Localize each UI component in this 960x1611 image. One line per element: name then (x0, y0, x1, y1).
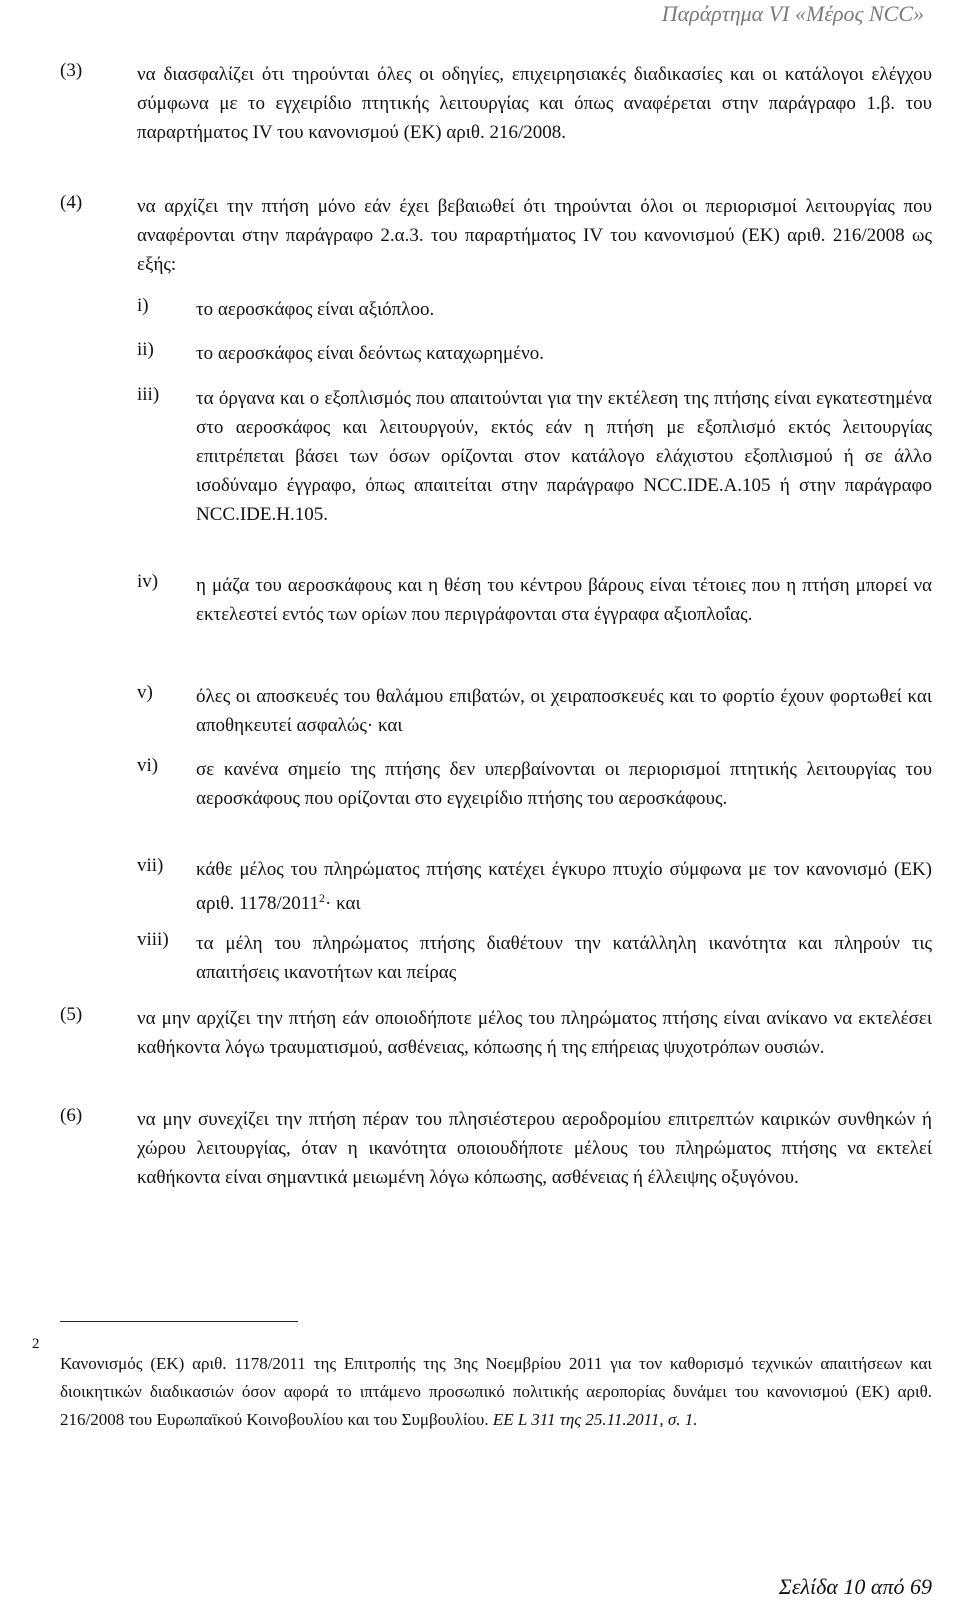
item-number: (3) (60, 60, 83, 81)
sub-item-number: ii) (137, 339, 154, 360)
sub-item-number: vi) (137, 755, 159, 776)
sub-item-i (137, 295, 932, 324)
list-item-5 (60, 1004, 932, 1062)
sub-item-text: όλες οι αποσκευές του θαλάμου επιβατών, οι χειραποσκευές και το φορτίο έχουν φορτωθεί και αποθηκευτεί ασφαλώς· και (196, 686, 932, 736)
sub-item-number: iv) (137, 571, 159, 592)
sub-item-text: σε κανένα σημείο της πτήσης δεν υπερβαίνονται οι περιορισμοί πτητικής λειτουργίας του αεροσκάφους που ορίζονται στο εγχειρίδιο πτήσης του αεροσκάφους. (196, 759, 932, 809)
list-item-3 (60, 60, 932, 147)
list-item-4 (60, 192, 932, 279)
sub-item-viii (137, 929, 932, 987)
sub-item-number: i) (137, 295, 149, 316)
footnote-citation: ΕΕ L 311 της 25.11.2011, σ. 1. (492, 1410, 698, 1429)
sub-item-number: viii) (137, 929, 169, 950)
footnote-text: Κανονισμός (ΕΚ) αριθ. 1178/2011 της Επιτροπής της 3ης Νοεμβρίου 2011 για τον καθορισμό τεχνικών απαιτήσεων και διοικητικών διαδικασιών όσον αφορά το ιπτάμενο προσωπικό πολιτικής αεροπορίας δυνάμει του κανονισμού (ΕΚ) αριθ. 216/2008 του Ευρωπαϊκού Κοινοβουλίου και του Συμβουλίου. (60, 1354, 932, 1429)
item-number: (6) (60, 1105, 83, 1126)
page-number: Σελίδα 10 από 69 (778, 1574, 932, 1599)
sub-item-iv (137, 571, 932, 629)
header-title: Παράρτημα VI «Μέρος NCC» (661, 1, 924, 26)
sub-item-text: τα όργανα και ο εξοπλισμός που απαιτούνται για την εκτέλεση της πτήσης είναι εγκατεστημένα στο αεροσκάφος και λειτουργούν, εκτός εάν η πτήση με εξοπλισμό εκτός λειτουργίας επιτρέπεται βάσει των όσων ορίζονται στον κατάλογο ελάχιστου εξοπλισμού ή σε άλλο ισοδύναμο έγγραφο, όπως απαιτείται στην παράγραφο NCC.IDE.A.105 ή στην παράγραφο NCC.IDE.H.105. (196, 388, 932, 525)
sub-item-iii (137, 384, 932, 529)
footnote-reference: 2 (319, 891, 326, 905)
sub-item-number: iii) (137, 384, 160, 405)
sub-item-text: τα μέλη του πληρώματος πτήσης διαθέτουν την κατάλληλη ικανότητα και πληρούν τις απαιτήσεις ικανοτήτων και πείρας (196, 933, 932, 983)
footnote-marker: 2 (32, 1336, 40, 1352)
sub-item-text: το αεροσκάφος είναι δεόντως καταχωρημένο. (196, 343, 544, 364)
item-text: να αρχίζει την πτήση μόνο εάν έχει βεβαιωθεί ότι τηρούνται όλοι οι περιορισμοί λειτουργίας που αναφέρονται στην παράγραφο 2.α.3. του παραρτήματος IV του κανονισμού (ΕΚ) αριθ. 216/2008 ως εξής: (137, 196, 932, 275)
item-text: να διασφαλίζει ότι τηρούνται όλες οι οδηγίες, επιχειρησιακές διαδικασίες και οι κατάλογοι ελέγχου σύμφωνα με το εγχειρίδιο πτητικής λειτουργίας και όπως αναφέρεται στην παράγραφο 1.β. του παραρτήματος IV του κανονισμού (ΕΚ) αριθ. 216/2008. (137, 64, 932, 143)
sub-item-vi (137, 755, 932, 813)
list-item-6 (60, 1105, 932, 1192)
item-number: (4) (60, 192, 83, 213)
item-text: να μην συνεχίζει την πτήση πέραν του πλησιέστερου αεροδρομίου επιτρεπτών καιρικών συνθηκών ή χώρου λειτουργίας, όταν η ικανότητα οποιουδήποτε μέλους του πληρώματος πτήσης να εκτελεί καθήκοντα είναι σημαντικά μειωμένη λόγω κόπωσης, ασθένειας ή έλλειψης οξυγόνου. (137, 1109, 932, 1188)
item-number: (5) (60, 1004, 83, 1025)
sub-item-vii (137, 855, 932, 918)
sub-item-text: η μάζα του αεροσκάφους και η θέση του κέντρου βάρους είναι τέτοιες που η πτήση μπορεί να εκτελεστεί εντός των ορίων που περιγράφονται στα έγγραφα αξιοπλοΐας. (196, 575, 932, 625)
footnote (60, 1350, 932, 1434)
sub-item-text: το αεροσκάφος είναι αξιόπλοο. (196, 299, 435, 320)
sub-item-ii (137, 339, 932, 368)
sub-item-number: vii) (137, 855, 164, 876)
sub-item-text (196, 855, 932, 918)
item-text: να μην αρχίζει την πτήση εάν οποιοδήποτε μέλος του πληρώματος πτήσης είναι ανίκανο να εκτελέσει καθήκοντα λόγω τραυματισμού, ασθένειας, κόπωσης ή της επήρειας ψυχοτρόπων ουσιών. (137, 1008, 932, 1058)
footnote-divider (60, 1321, 298, 1322)
sub-item-number: v) (137, 682, 153, 703)
sub-item-v (137, 682, 932, 740)
sub-item-text-main: κάθε μέλος του πληρώματος πτήσης κατέχει έγκυρο πτυχίο σύμφωνα με τον κανονισμό (ΕΚ) αριθ. 1178/2011 (196, 859, 932, 914)
sub-item-text-tail: · και (325, 893, 361, 914)
